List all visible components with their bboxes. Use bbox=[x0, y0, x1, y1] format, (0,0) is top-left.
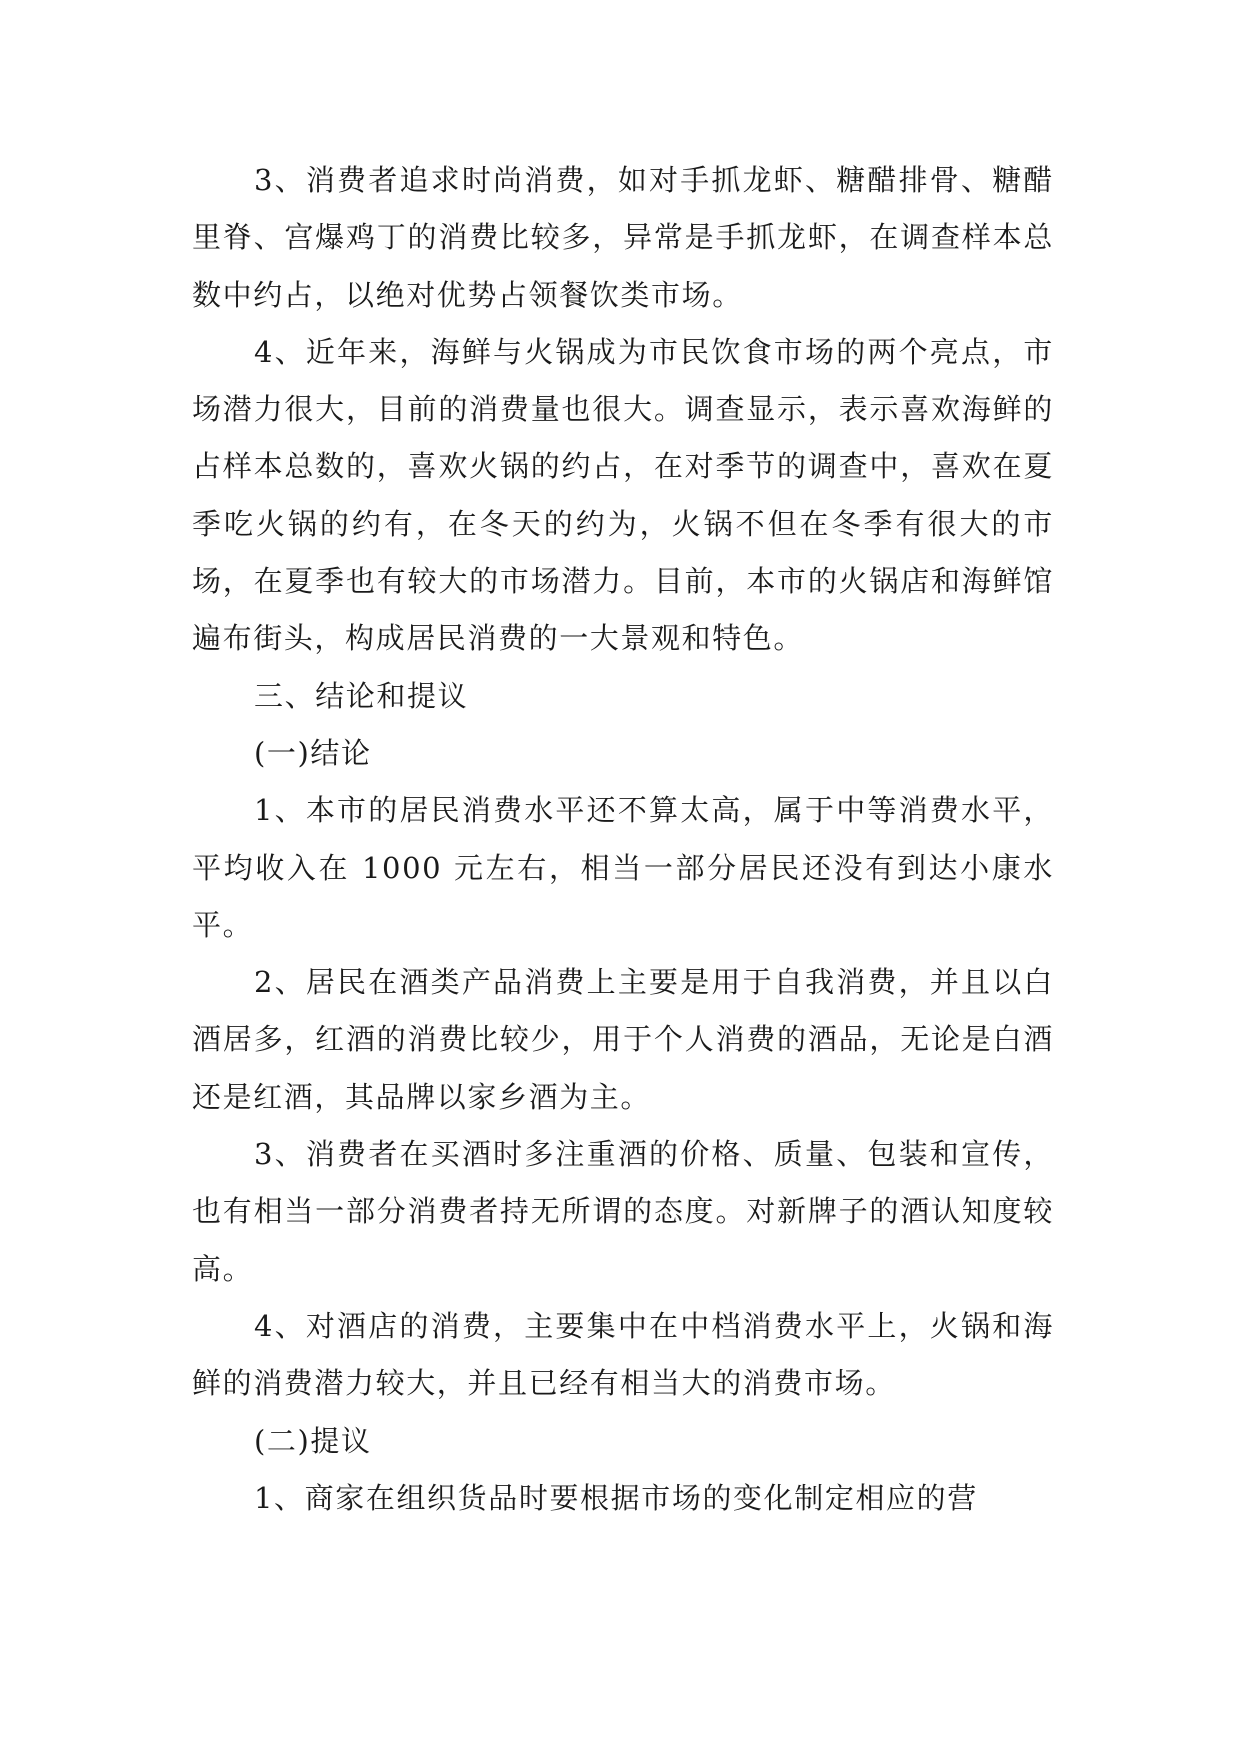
paragraph-seafood-hotpot: 4、近年来，海鲜与火锅成为市民饮食市场的两个亮点，市场潜力很大，目前的消费量也很大。调查显示，表示喜欢海鲜的占样本总数的，喜欢火锅的约占，在对季节的调查中，喜欢在夏季吃火锅的约有，在冬天的约为，火锅不但在冬季有很大的市场，在夏季也有较大的市场潜力。目前，本市的火锅店和海鲜馆遍布街头，构成居民消费的一大景观和特色。 bbox=[192, 334, 1054, 656]
section-heading-conclusions-suggestions: 三、结论和提议 bbox=[254, 678, 469, 713]
paragraph-consumer-fashion: 3、消费者追求时尚消费，如对手抓龙虾、糖醋排骨、糖醋里脊、宫爆鸡丁的消费比较多，异常是手抓龙虾，在调查样本总数中约占，以绝对优势占领餐饮类市场。 bbox=[192, 163, 1054, 312]
paragraph-conclusion-4: 4、对酒店的消费，主要集中在中档消费水平上，火锅和海鲜的消费潜力较大，并且已经有相当大的消费市场。 bbox=[192, 1308, 1054, 1401]
subsection-heading-conclusions: (一)结论 bbox=[254, 735, 372, 770]
paragraph-suggestion-1: 1、商家在组织货品时要根据市场的变化制定相应的营 bbox=[254, 1480, 978, 1515]
subsection-heading-suggestions: (二)提议 bbox=[254, 1423, 372, 1458]
paragraph-conclusion-3: 3、消费者在买酒时多注重酒的价格、质量、包装和宣传，也有相当一部分消费者持无所谓的态度。对新牌子的酒认知度较高。 bbox=[192, 1137, 1054, 1286]
document-page bbox=[192, 152, 1054, 1527]
paragraph-conclusion-1: 1、本市的居民消费水平还不算太高，属于中等消费水平，平均收入在 1000 元左右，相当一部分居民还没有到达小康水平。 bbox=[192, 793, 1054, 942]
paragraph-conclusion-2: 2、居民在酒类产品消费上主要是用于自我消费，并且以白酒居多，红酒的消费比较少，用于个人消费的酒品，无论是白酒还是红酒，其品牌以家乡酒为主。 bbox=[192, 965, 1054, 1114]
